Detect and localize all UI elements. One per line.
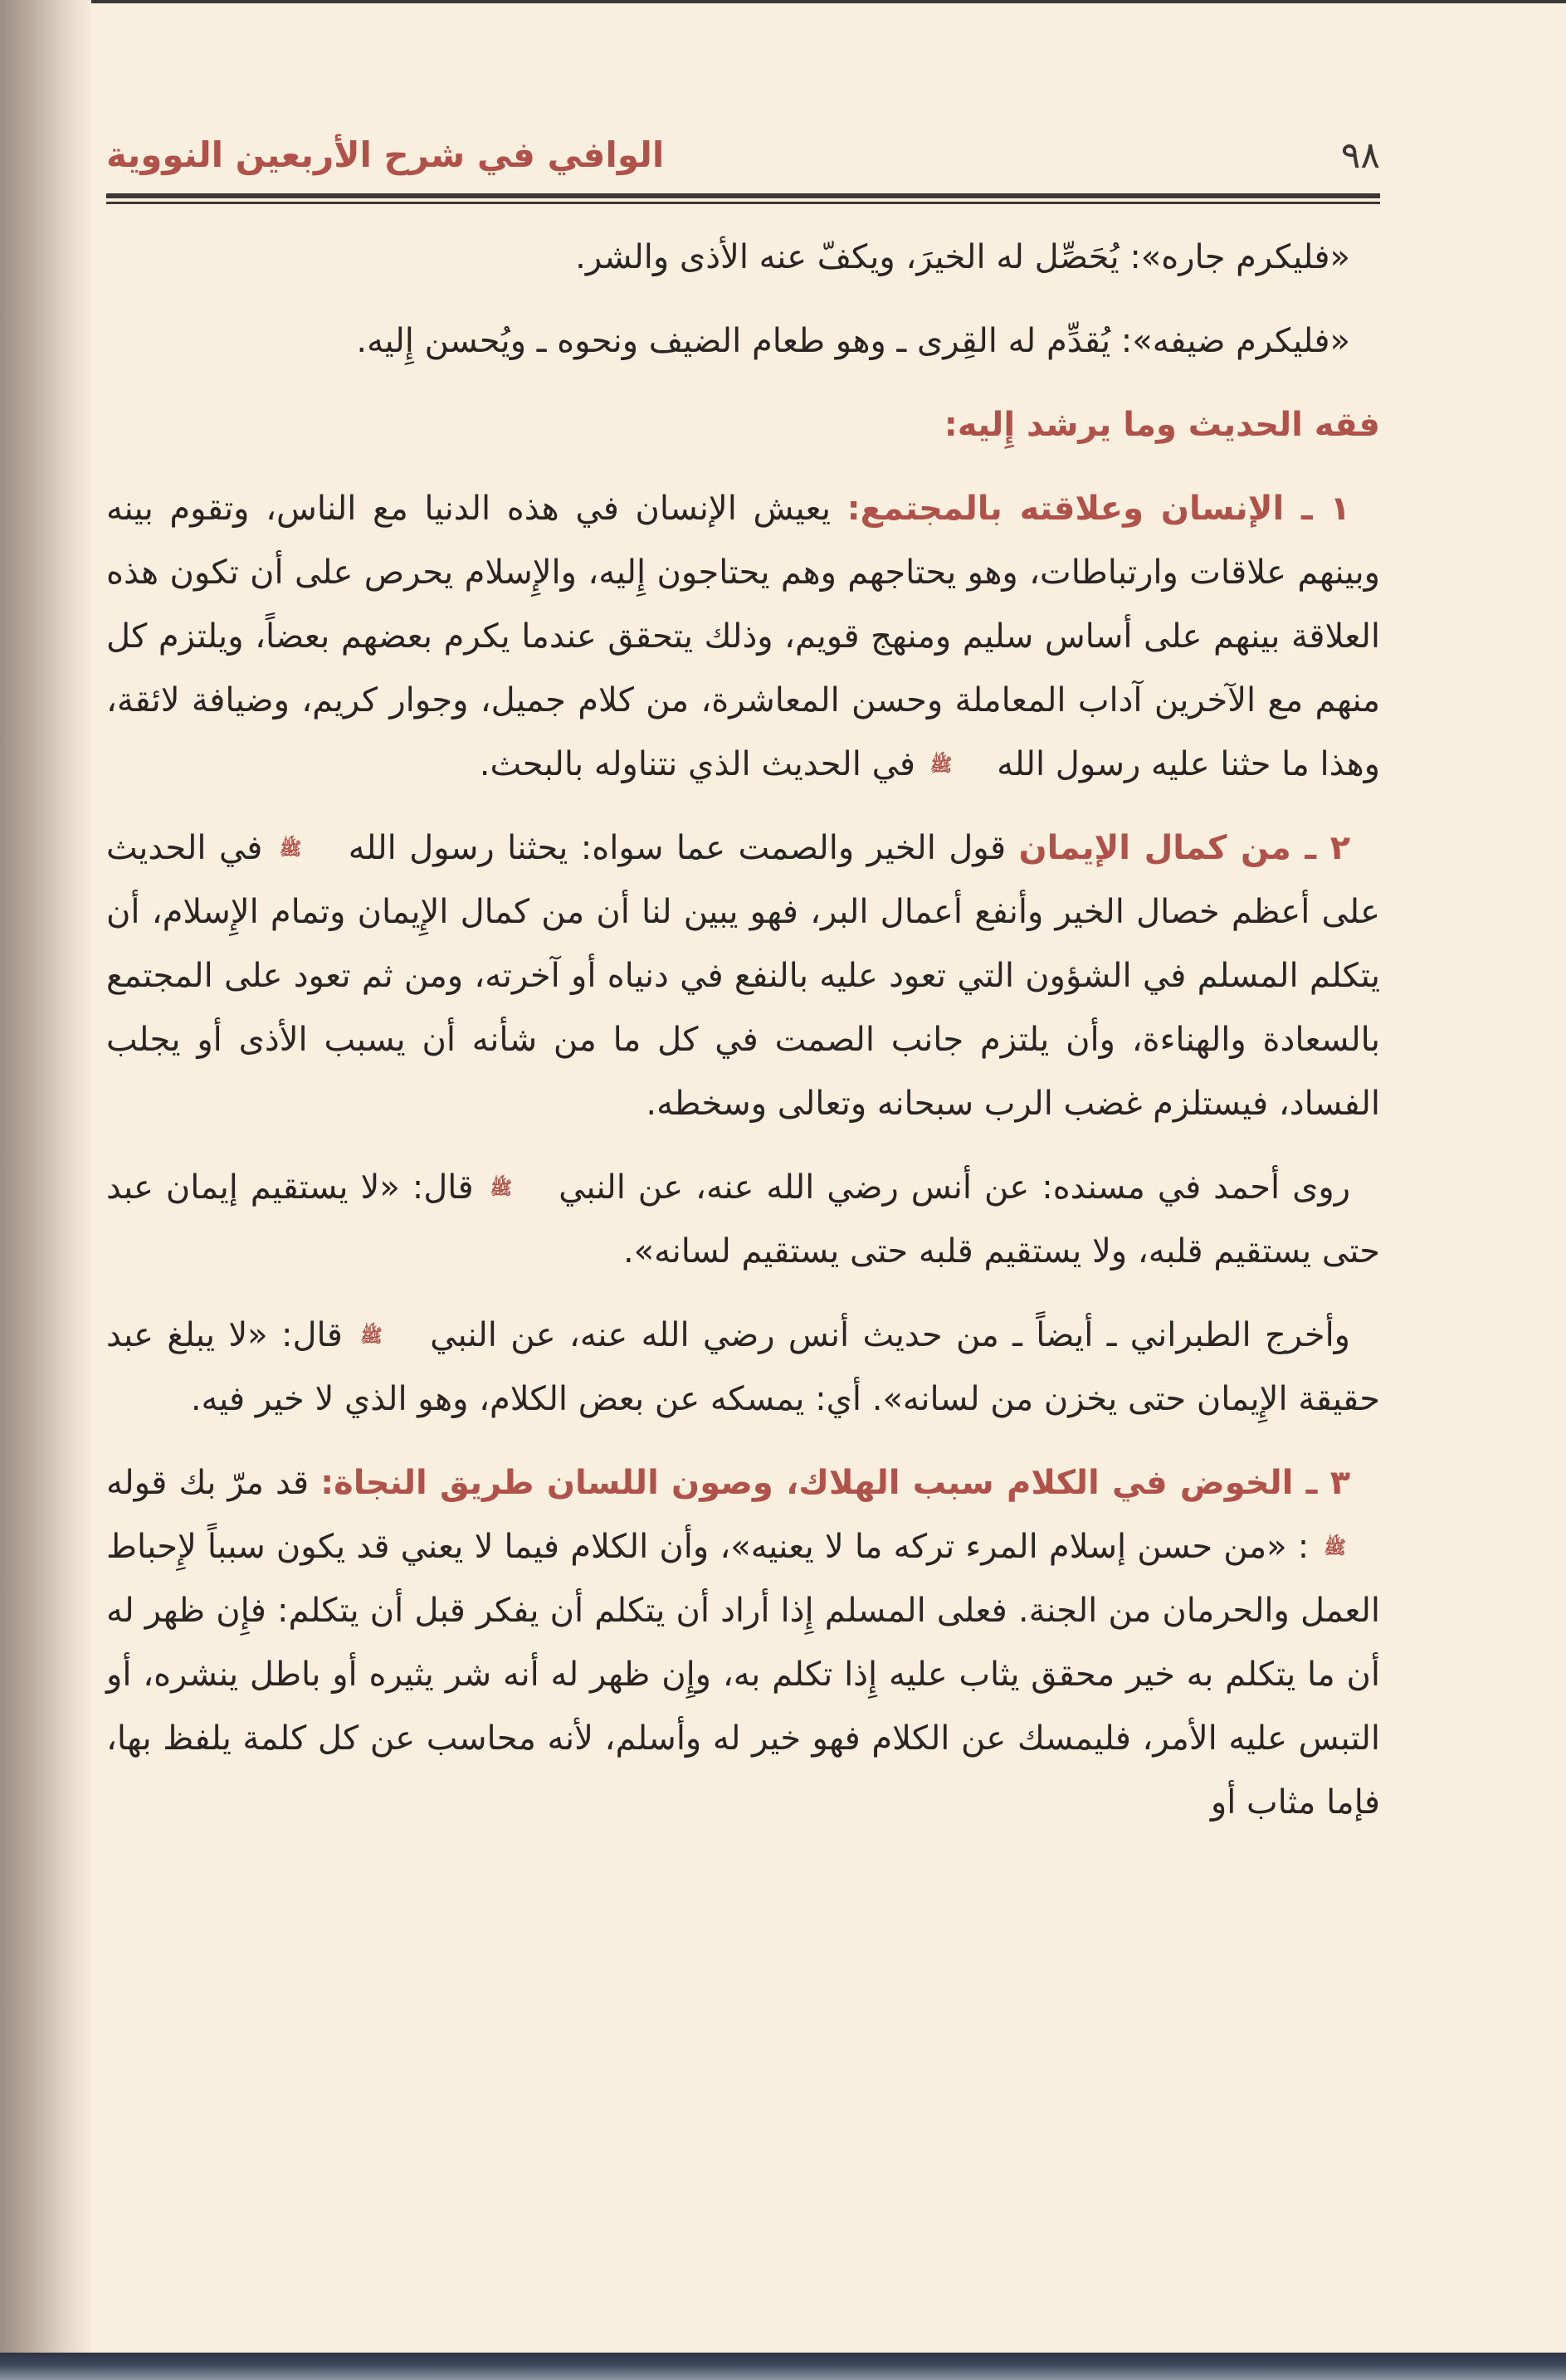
point-label: ٣ ـ الخوض في الكلام سبب الهلاك، وصون اللسان طريق النجاة:	[320, 1464, 1350, 1502]
narration-paragraph	[106, 1304, 1380, 1431]
point-text: يعيش الإنسان في هذه الدنيا مع الناس، وتقوم بينه وبينهم علاقات وارتباطات، وهو يحتاجهم وهم يحتاجون إِليه، والإِسلام يحرص على أن تكون هذه العلاقة بينهم على أساس سليم ومنهج قويم، وذلك يتحقق عندما يكرم بعضهم بعضاً، ويلتزم كل منهم مع الآخرين آداب المعاملة وحسن المعاشرة، من كلام جميل، وجوار كريم، وضيافة لائقة، وهذا ما حثنا عليه رسول الله	[106, 490, 1380, 783]
narration-text: وأخرج الطبراني ـ أيضاً ـ من حديث أنس رضي الله عنه، عن النبي	[430, 1316, 1351, 1354]
book-title: الوافي في شرح الأربعين النووية	[106, 134, 665, 175]
point-text: في الحديث الذي نتناوله بالبحث.	[479, 745, 916, 783]
book-page	[106, 0, 1380, 2353]
header-rule-thin	[106, 202, 1380, 204]
salawat-honorific-icon: ﷺ	[279, 839, 302, 860]
point-text: : «من حسن إسلام المرء تركه ما لا يعنيه»، وأن الكلام فيما لا يعني قد يكون سبباً لإِحباط العمل والحرمان من الجنة. فعلى المسلم إِذا أراد أن يتكلم أن يفكر قبل أن يتكلم: فإِن ظهر له أن ما يتكلم به خير محقق يثاب عليه إِذا تكلم به، وإِن ظهر له أنه شر يثيره أو باطل ينشره، أو التبس عليه الأمر، فليمسك عن الكلام فهو خير له وأسلم، لأنه محاسب عن كل كلمة يلفظ بها، فإما مثاب أو	[106, 1528, 1380, 1822]
point-paragraph	[106, 1451, 1380, 1835]
salawat-honorific-icon: ﷺ	[360, 1326, 383, 1347]
point-paragraph	[106, 477, 1380, 797]
page-body	[106, 226, 1380, 1855]
narration-text: قال: «لا يستقيم إيمان عبد حتى يستقيم قلبه، ولا يستقيم قلبه حتى يستقيم لسانه».	[106, 1168, 1380, 1270]
gloss-paragraph: «فليكرم ضيفه»: يُقدِّم له القِرى ـ وهو طعام الضيف ونحوه ـ ويُحسن إِليه.	[356, 322, 1350, 360]
section-heading	[106, 393, 1380, 457]
header-rule-thick	[106, 193, 1380, 198]
running-header	[106, 133, 1380, 191]
narration-text: قال: «لا يبلغ عبد حقيقة الإِيمان حتى يخزن من لسانه». أي: يمسكه عن بعض الكلام، وهو الذي لا خير فيه.	[106, 1316, 1380, 1418]
salawat-honorific-icon: ﷺ	[929, 755, 953, 776]
binding-gutter-shadow	[0, 0, 91, 2380]
point-text: قول الخير والصمت عما سواه: يحثنا رسول الله	[348, 829, 1007, 867]
scanner-bottom-edge	[0, 2353, 1566, 2380]
point-label: ٢ ـ من كمال الإيمان	[1018, 829, 1351, 867]
page-number: ٩٨	[1340, 134, 1380, 177]
narration-text: روى أحمد في مسنده: عن أنس رضي الله عنه، عن النبي	[559, 1168, 1351, 1207]
point-text: قد مرّ بك قوله	[106, 1464, 310, 1502]
gloss-paragraph: «فليكرم جاره»: يُحَصِّل له الخيرَ، ويكفّ عنه الأذى والشر.	[575, 238, 1350, 276]
point-text: في الحديث على أعظم خصال الخير وأنفع أعمال البر، فهو يبين لنا أن من كمال الإِيمان وتمام الإِسلام، أن يتكلم المسلم في الشؤون التي تعود عليه بالنفع في دنياه أو آخرته، ومن ثم تعود على المجتمع بالسعادة والهناءة، وأن يلتزم جانب الصمت في كل ما من شأنه أن يسبب الأذى أو يجلب الفساد، فيستلزم غضب الرب سبحانه وتعالى وسخطه.	[106, 829, 1380, 1123]
point-label: ١ ـ الإنسان وعلاقته بالمجتمع:	[846, 490, 1350, 528]
point-paragraph	[106, 817, 1380, 1136]
section-heading-text: فقه الحديث وما يرشد إِليه:	[944, 406, 1380, 444]
salawat-honorific-icon: ﷺ	[490, 1178, 513, 1199]
narration-paragraph	[106, 1156, 1380, 1284]
salawat-honorific-icon: ﷺ	[1324, 1538, 1346, 1558]
